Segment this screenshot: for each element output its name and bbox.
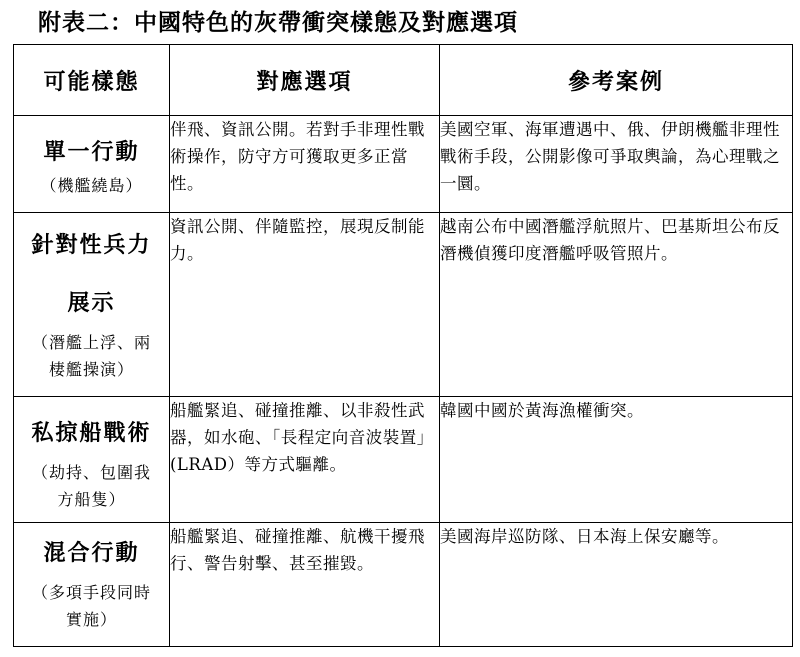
header-example: 參考案例 <box>440 45 793 116</box>
gray-zone-table <box>13 44 793 647</box>
pattern-name: 混合行動 <box>43 540 140 566</box>
page-title: 附表二：中國特色的灰帶衝突樣態及對應選項 <box>38 9 518 36</box>
example-cell: 美國空軍、海軍遭遇中、俄、伊朗機艦非理性戰術手段，公開影像可爭取輿論，為心理戰之一圜。 <box>440 116 793 213</box>
table-header-row <box>14 45 793 116</box>
pattern-sub: （多項手段同時 <box>31 583 151 602</box>
table-row <box>14 213 793 397</box>
pattern-sub: （潛艦上浮、兩 <box>31 333 151 352</box>
option-cell: 船艦緊追、碰撞推離、航機干擾飛行、警告射擊、甚至摧毀。 <box>170 523 440 647</box>
pattern-sub-cont: 實施） <box>65 610 117 629</box>
table-row <box>14 397 793 523</box>
example-cell: 美國海岸巡防隊、日本海上保安廳等。 <box>440 523 793 647</box>
table-row <box>14 116 793 213</box>
pattern-sub: （機艦繞島） <box>40 176 143 195</box>
pattern-name: 針對性兵力 <box>31 232 152 258</box>
pattern-name-cont: 展示 <box>67 290 116 316</box>
pattern-sub-cont: 方船隻） <box>57 490 126 509</box>
pattern-cell <box>14 213 170 397</box>
pattern-cell <box>14 523 170 647</box>
table-row <box>14 523 793 647</box>
header-pattern: 可能樣態 <box>14 45 170 116</box>
pattern-cell <box>14 397 170 523</box>
pattern-cell <box>14 116 170 213</box>
example-cell: 越南公布中國潛艦浮航照片、巴基斯坦公布反潛機偵獲印度潛艦呼吸管照片。 <box>440 213 793 397</box>
example-cell: 韓國中國於黃海漁權衝突。 <box>440 397 793 523</box>
option-cell: 船艦緊追、碰撞推離、以非殺性武器，如水砲、「長程定向音波裝置」(LRAD）等方式驅離。 <box>170 397 440 523</box>
option-cell: 資訊公開、伴隨監控，展現反制能力。 <box>170 213 440 397</box>
option-cell: 伴飛、資訊公開。若對手非理性戰術操作，防守方可獲取更多正當性。 <box>170 116 440 213</box>
pattern-name: 私掠船戰術 <box>31 420 152 446</box>
header-option: 對應選項 <box>170 45 440 116</box>
pattern-sub: （劫持、包圍我 <box>31 463 151 482</box>
pattern-sub-cont: 棲艦操演） <box>48 360 134 379</box>
pattern-name: 單一行動 <box>43 139 140 165</box>
